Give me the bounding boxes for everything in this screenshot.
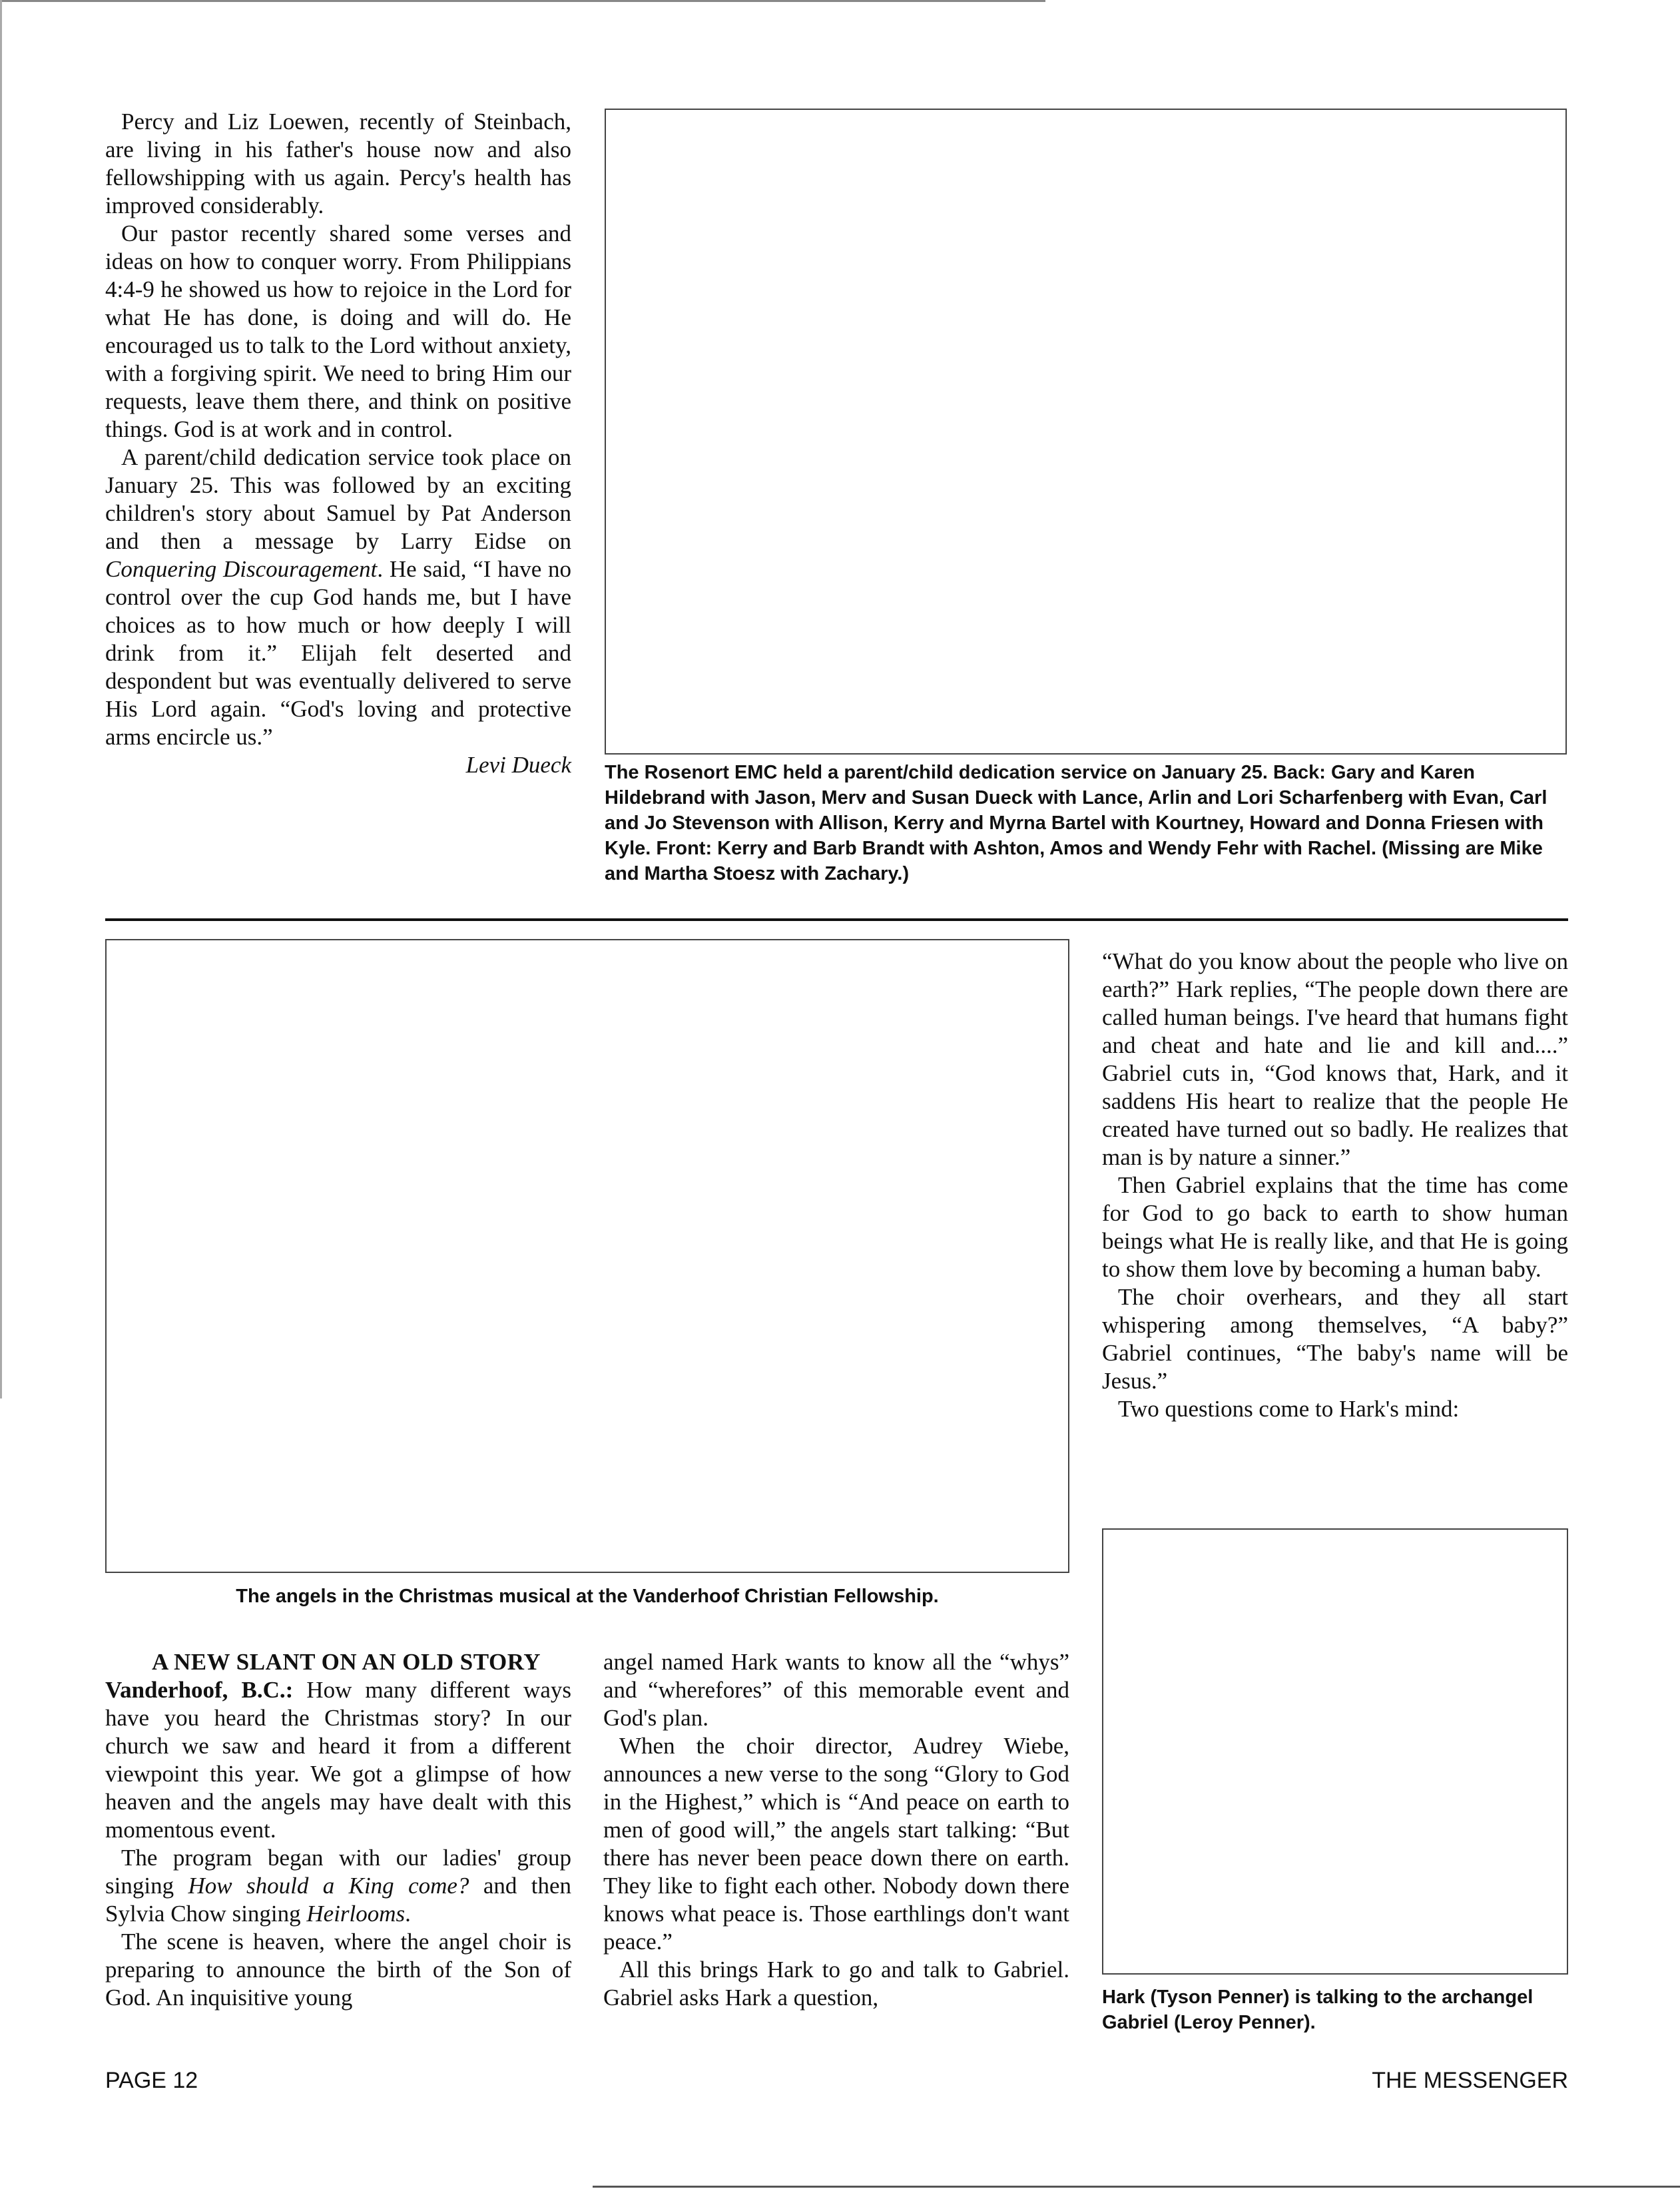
paragraph: Our pastor recently shared some verses and ideas on how to conquer worry. From Philippians 4:4-9 he showed us how to rejoice in the Lord for what He has done, is doing and will do. He encouraged us to talk to the Lord without anxiety, with a forgiving spirit. We need to bring Him our requests, leave them there, and think on positive things. God is at work and in control. [105, 220, 571, 442]
paragraph [105, 1676, 571, 1844]
photo-dedication-caption: The Rosenort EMC held a parent/child dedication service on January 25. Back: Gary and Karen Hildebrand with Jason, Merv and Susan Dueck with Lance, Arlin and Lori Scharfenberg with Evan, Carl and Jo Stevenson with Allison, Kerry and Myrna Bartel with Kourtney, Howard and Donna Friesen with Kyle. Front: Kerry and Barb Brandt with Ashton, Amos and Wendy Fehr with Rachel. (Missing are Mike and Martha Stoesz with Zachary.) [605, 762, 1547, 884]
text-run: How many different ways have you heard the Christmas story? In our church we saw and heard it from a different viewpoint this year. We got a glimpse of how heaven and the angels may have dealt with this momentous event. [105, 1677, 571, 1843]
paragraph: The choir overhears, and they all start whispering among themselves, “A baby?” Gabriel continues, “The baby's name will be Jesus.” [1102, 1284, 1568, 1394]
paragraph: Then Gabriel explains that the time has come for God to go back to earth to show human beings what He is really like, and that He is going to show them love by becoming a human baby. [1102, 1172, 1568, 1282]
photo-dedication-service [605, 109, 1567, 755]
song-title: Heirlooms [306, 1901, 406, 1927]
text-run: . He said, “I have no control over the cup God hands me, but I have choices as to how much or how deeply I will drink from it.” Elijah felt deserted and despondent but was eventually delivered to serve His Lord again. “God's loving and protective arms encircle us.” [105, 556, 572, 750]
sermon-title: Conquering Discouragement [105, 556, 378, 582]
text-run: A parent/child dedication service took place on January 25. This was followed by an exciting children's story about Samuel by Pat Anderson and then a message by Larry Eidse on [105, 444, 571, 554]
left-edge-line [0, 0, 2, 1399]
article-column-1 [105, 1648, 571, 2012]
text-run: and then Sylvia Chow singing [105, 1873, 571, 1927]
paragraph: Percy and Liz Loewen, recently of Steinbach, are living in his father's house now and also fellowshipping with us again. Percy's health has improved considerably. [105, 109, 571, 218]
paragraph: Two questions come to Hark's mind: [1118, 1396, 1460, 1422]
page-number: PAGE 12 [105, 2068, 198, 2093]
photo-hark-gabriel [1102, 1528, 1568, 1975]
author-signature: Levi Dueck [465, 752, 571, 778]
publication-name: THE MESSENGER [1372, 2068, 1568, 2093]
paragraph: When the choir director, Audrey Wiebe, announces a new verse to the song “Glory to God in the Highest,” which is “And peace on earth to men of good will,” the angels start talking: “But there has never been peace down there on earth. They like to fight each other. Nobody down there knows what peace is. Those earthlings don't want peace.” [603, 1733, 1069, 1955]
text-run: . [405, 1901, 411, 1927]
paragraph: “What do you know about the people who live on earth?” Hark replies, “The people down there are called human beings. I've heard that humans fight and cheat and hate and lie and kill and....” Gabriel cuts in, “God knows that, Hark, and it saddens His heart to realize that the people He created have turned out so badly. He realizes that man is by nature a sinner.” [1102, 948, 1568, 1170]
paragraph: angel named Hark wants to know all the “whys” and “wherefores” of this memorable event and God's plan. [603, 1649, 1069, 1731]
text-run: The program began with our ladies' group singing [105, 1845, 571, 1899]
photo-angels-musical [105, 939, 1069, 1573]
photo-angels-caption: The angels in the Christmas musical at the Vanderhoof Christian Fellowship. [236, 1586, 939, 1607]
top-left-column [105, 108, 571, 779]
article-column-3 [1102, 948, 1568, 1423]
dateline: Vanderhoof, B.C.: [105, 1677, 294, 1703]
paragraph [105, 444, 571, 751]
article-column-2 [603, 1648, 1069, 2012]
photo-hark-caption: Hark (Tyson Penner) is talking to the archangel Gabriel (Leroy Penner). [1102, 1987, 1534, 2033]
paragraph [105, 1844, 571, 1928]
song-title: How should a King come? [188, 1873, 469, 1899]
article-headline: A NEW SLANT ON AN OLD STORY [151, 1649, 541, 1675]
top-edge-line [0, 0, 1045, 2]
paragraph: The scene is heaven, where the angel choir is preparing to announce the birth of the Son of God. An inquisitive young [105, 1929, 571, 2011]
section-divider [105, 918, 1568, 921]
paragraph: All this brings Hark to go and talk to Gabriel. Gabriel asks Hark a question, [603, 1957, 1069, 2011]
bottom-edge-line [593, 2186, 1680, 2188]
